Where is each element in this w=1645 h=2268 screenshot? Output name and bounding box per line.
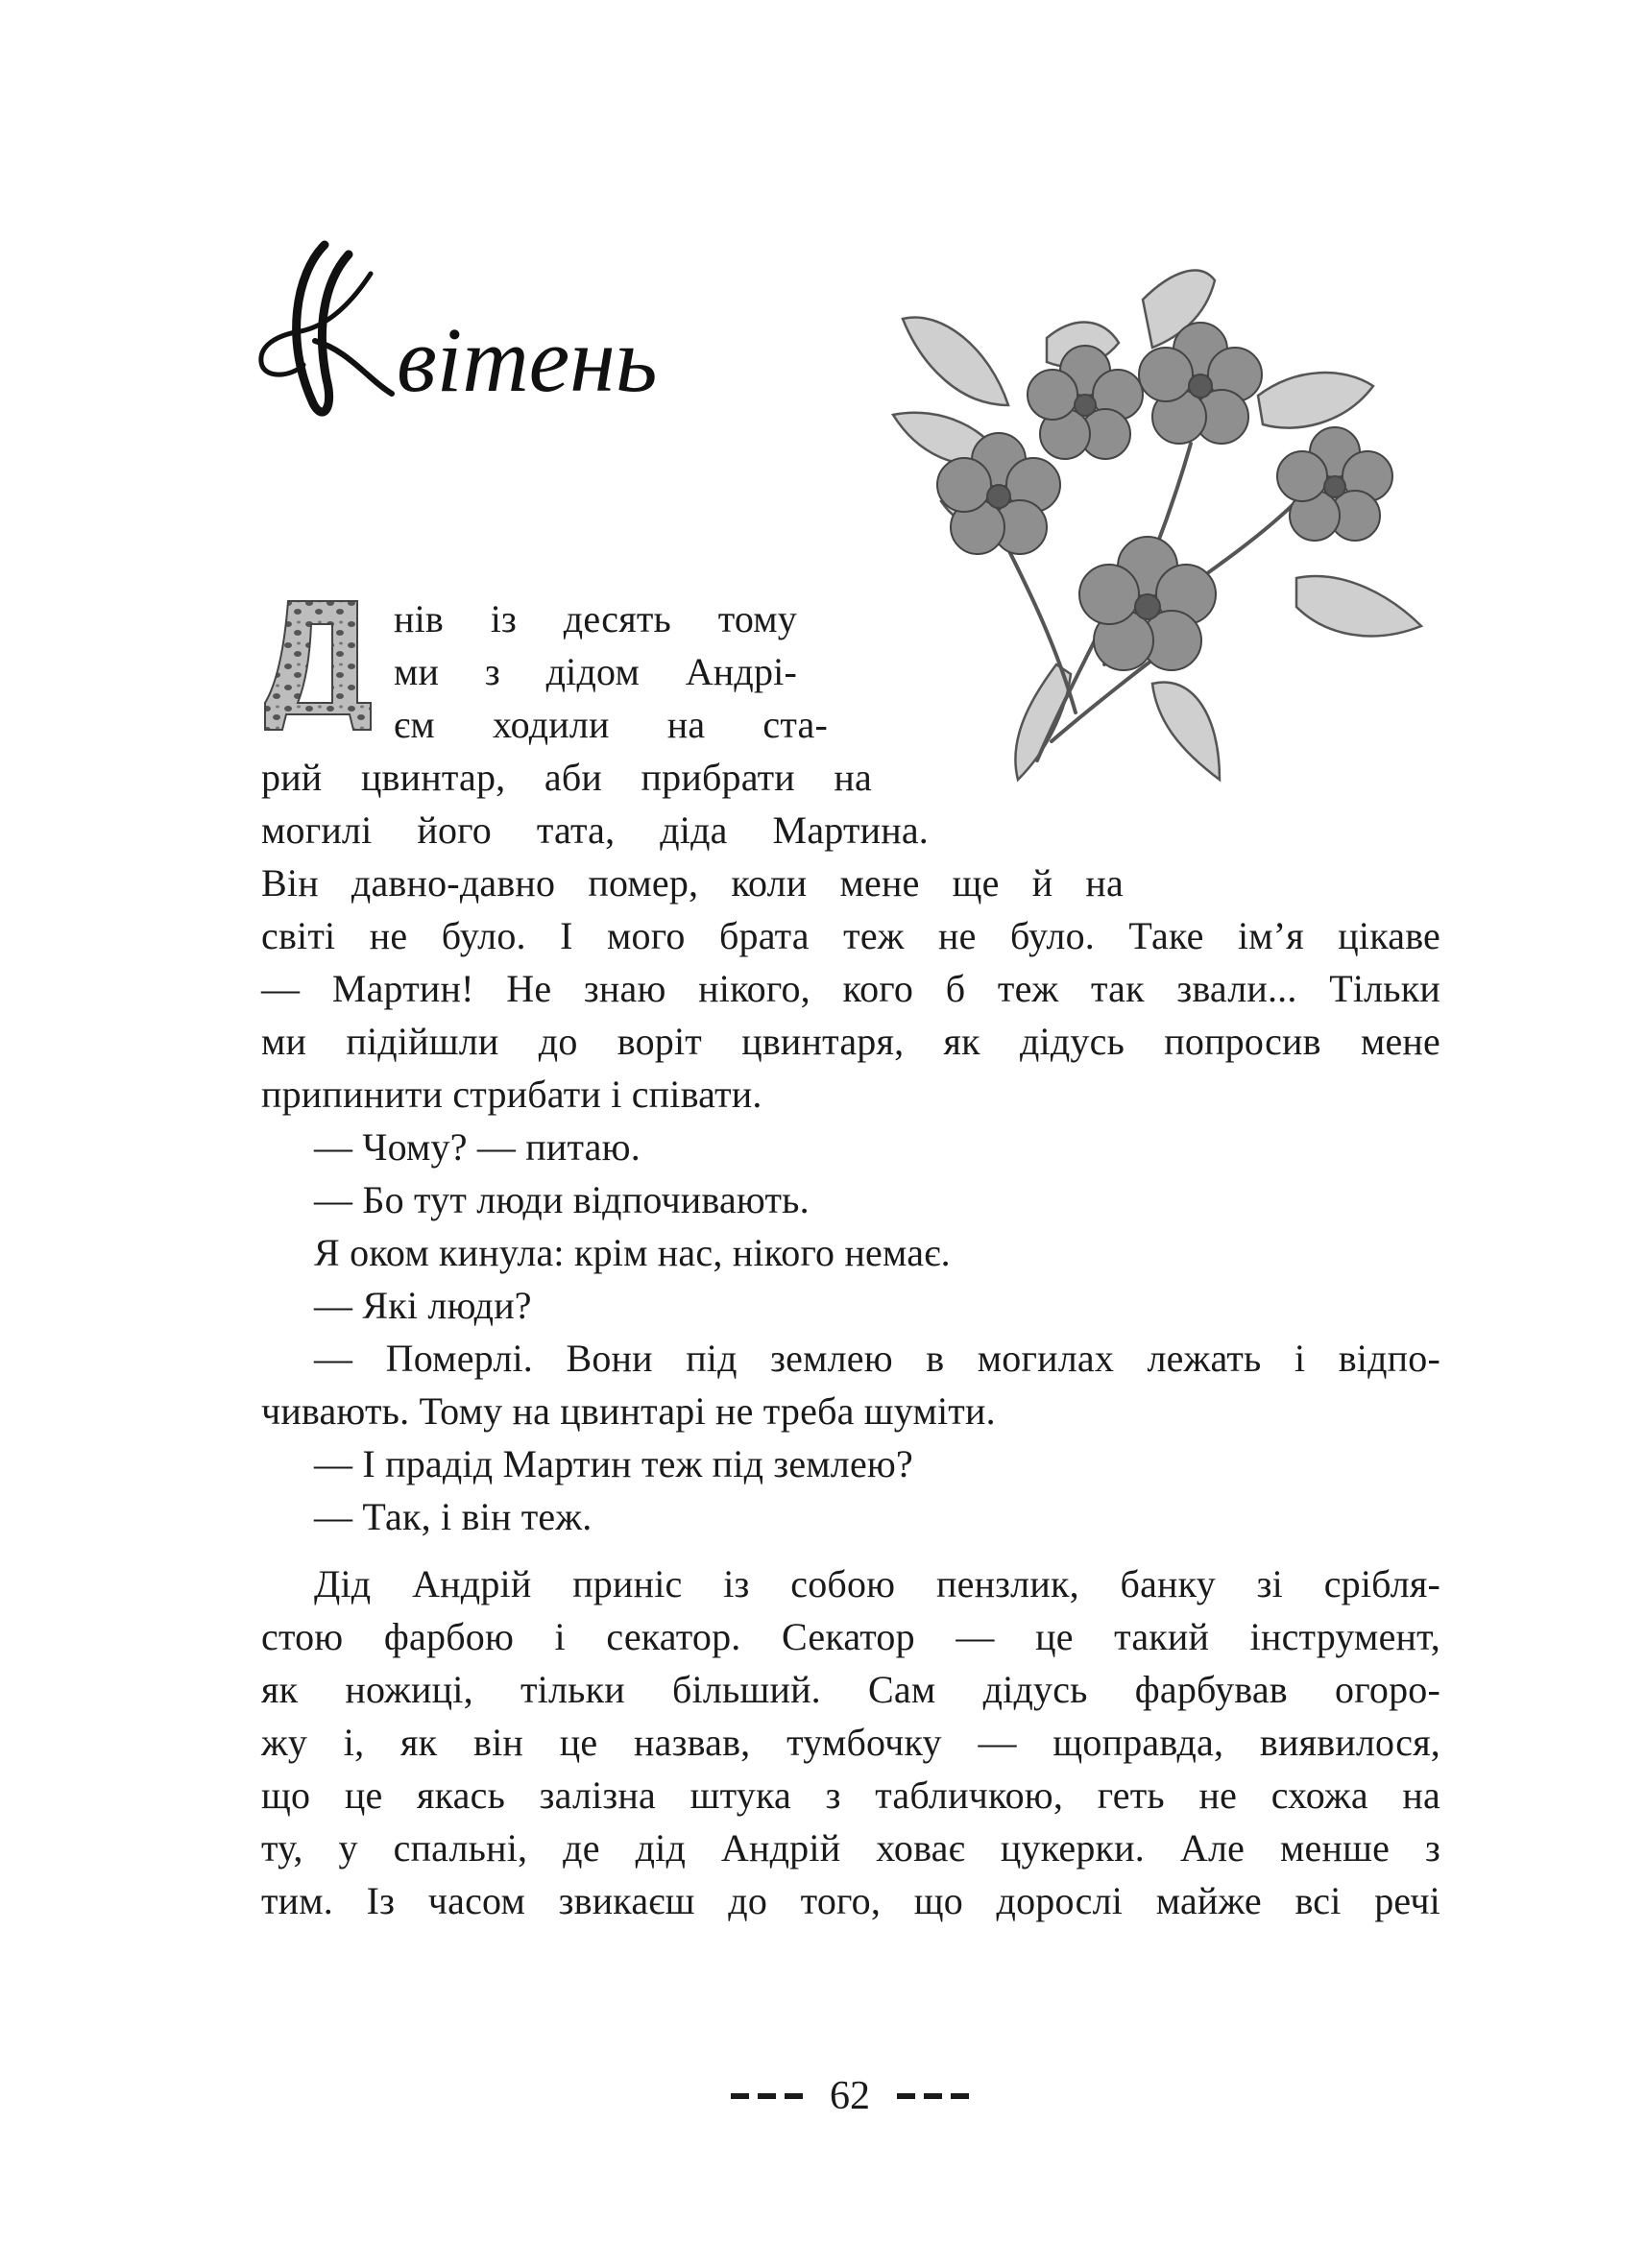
text-line: тим. Із часом звикаєш до того, що дорослі майже всі речі — [261, 1879, 1440, 1922]
chapter-title-text: вітень — [397, 308, 658, 411]
text-line: ми підійшли до воріт цвинтаря, як дідусь попросив мене — [261, 1020, 1440, 1063]
text-line: — Бо тут люди відпочивають. — [314, 1178, 810, 1221]
text-line: нів із десять тому — [394, 597, 797, 640]
text-line: — Чому? — питаю. — [314, 1125, 641, 1169]
text-line: — Які люди? — [314, 1284, 532, 1327]
folio-dashes-right — [897, 2093, 969, 2099]
text-line: могилі його тата, діда Мартина. — [261, 808, 929, 852]
drop-cap-letter: Д — [261, 597, 262, 598]
page-number: 62 — [830, 2074, 870, 2118]
flower-icon — [883, 261, 1436, 799]
text-line: Він давно-давно помер, коли мене ще й на — [261, 861, 1124, 905]
drop-cap — [261, 597, 375, 732]
text-line: Я оком кинула: крім нас, нікого немає. — [314, 1231, 951, 1274]
text-line: як ножиці, тільки більший. Сам дідусь фарбував огоро- — [261, 1668, 1440, 1711]
text-line: — Мартин! Не знаю нікого, кого б теж так звали... Тільки — [261, 967, 1440, 1010]
text-line: — Померлі. Вони під землею в могилах лежать і відпо- — [314, 1337, 1440, 1380]
text-line: жу і, як він це назвав, тумбочку — щоправда, виявилося, — [261, 1721, 1440, 1764]
text-line: стою фарбою і секатор. Секатор — це такий інструмент, — [261, 1615, 1440, 1658]
folio-dashes-left — [731, 2093, 803, 2099]
text-line: ми з дідом Андрі- — [394, 650, 797, 693]
text-line: чивають. Тому на цвинтарі не треба шуміти. — [261, 1389, 996, 1433]
chapter-title-lettering — [257, 235, 795, 437]
chapter-title — [257, 235, 795, 437]
text-line: ту, у спальні, де дід Андрій ховає цукерки. Але менше з — [261, 1826, 1440, 1870]
text-line: що це якась залізна штука з табличкою, геть не схожа на — [261, 1773, 1440, 1817]
text-line: рий цвинтар, аби прибрати на — [261, 756, 872, 799]
drop-cap-glyph — [261, 597, 375, 732]
periwinkle-illustration — [883, 261, 1436, 799]
text-line: світі не було. І мого брата теж не було. Таке ім’я цікаве — [261, 914, 1440, 957]
text-line: припинити стрибати і співати. — [261, 1073, 762, 1116]
text-line: Дід Андрій приніс із собою пензлик, банку зі срібля- — [314, 1562, 1440, 1605]
page-footer — [691, 2072, 1008, 2120]
text-line: — Так, і він теж. — [314, 1495, 593, 1538]
text-line: — І прадід Мартин теж під землею? — [314, 1442, 913, 1485]
text-line: єм ходили на ста- — [394, 703, 828, 746]
